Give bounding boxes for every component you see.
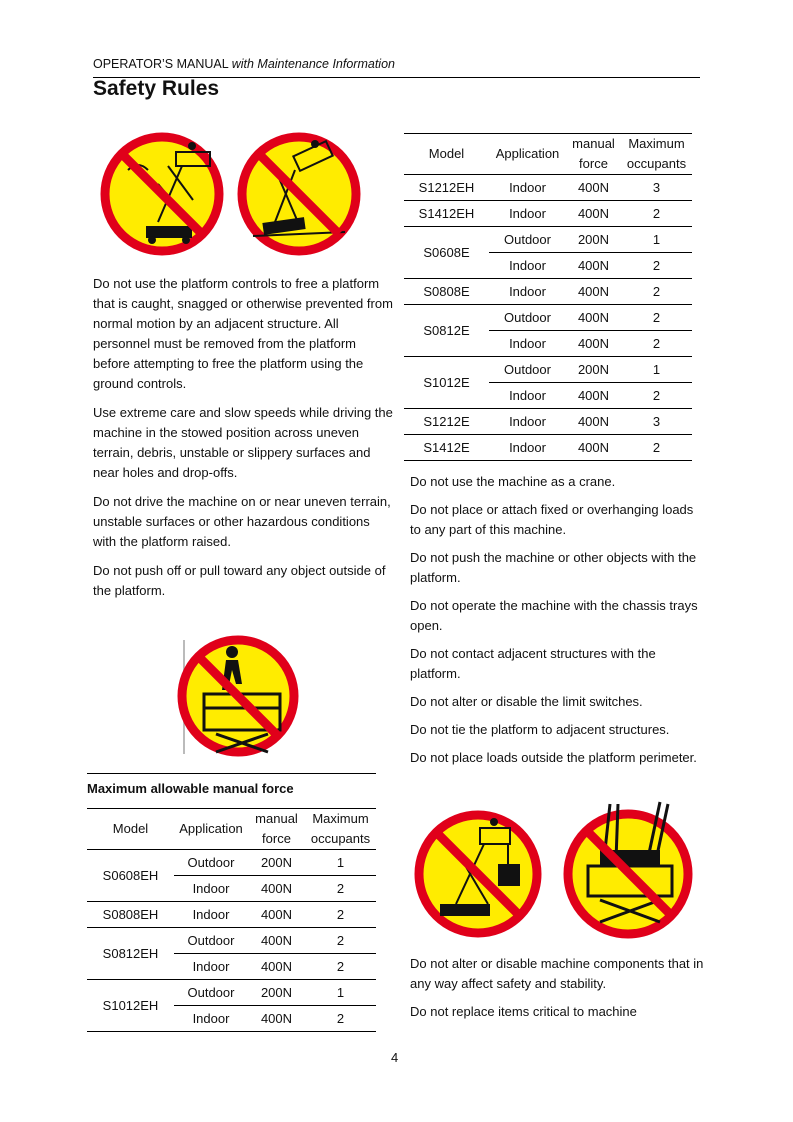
right-paragraphs <box>410 472 705 776</box>
col-header-application: Application <box>489 134 566 175</box>
cell-application: Indoor <box>174 876 248 902</box>
cell-occupants: 2 <box>621 279 692 305</box>
cell-model: S0812E <box>404 305 489 357</box>
no-snagged-platform-icon <box>98 130 226 258</box>
force-table-left <box>87 808 376 1032</box>
col-header-model: Model <box>87 809 174 850</box>
no-crane-icon <box>412 808 544 940</box>
cell-model: S1212EH <box>404 175 489 201</box>
table-row <box>404 409 692 435</box>
cell-force: 400N <box>566 201 621 227</box>
paragraph: Do not use the machine as a crane. <box>410 474 616 489</box>
cell-model: S1012E <box>404 357 489 409</box>
paragraph: Do not alter or disable machine components that in any way affect safety and stability. <box>410 956 704 991</box>
cell-occupants: 1 <box>621 357 692 383</box>
cell-occupants: 2 <box>305 954 376 980</box>
cell-application: Outdoor <box>174 928 248 954</box>
cell-force: 400N <box>566 175 621 201</box>
cell-force: 400N <box>248 902 305 928</box>
cell-force: 200N <box>566 227 621 253</box>
paragraph: Do not push off or pull toward any object outside of the platform. <box>93 563 386 598</box>
paragraph: Do not operate the machine with the chassis trays open. <box>410 598 698 633</box>
paragraph: Do not use the platform controls to free a platform that is caught, snagged or otherwise prevented from normal motion by an adjacent structure. All personnel must be removed from the platform before attempting to free the platform using the ground controls. <box>93 276 393 391</box>
cell-application: Outdoor <box>489 305 566 331</box>
col-header-occupants: Maximum occupants <box>305 809 376 850</box>
cell-occupants: 1 <box>621 227 692 253</box>
cell-occupants: 3 <box>621 175 692 201</box>
cell-occupants: 2 <box>621 201 692 227</box>
cell-model: S0608EH <box>87 850 174 902</box>
col-header-force: manual force <box>566 134 621 175</box>
table-row <box>404 201 692 227</box>
no-overloading-icon <box>560 800 696 940</box>
cell-occupants: 2 <box>621 331 692 357</box>
cell-occupants: 1 <box>305 850 376 876</box>
paragraph: Do not drive the machine on or near uneven terrain, unstable surfaces or other hazardous conditions with the platform raised. <box>93 494 391 549</box>
cell-application: Indoor <box>489 175 566 201</box>
cell-application: Indoor <box>489 279 566 305</box>
paragraph: Use extreme care and slow speeds while driving the machine in the stowed position across uneven terrain, debris, unstable or slippery surfaces and near holes and drop-offs. <box>93 405 393 480</box>
cell-occupants: 2 <box>621 253 692 279</box>
cell-occupants: 1 <box>305 980 376 1006</box>
paragraph: Do not place or attach fixed or overhanging loads to any part of this machine. <box>410 502 694 537</box>
paragraph: Do not contact adjacent structures with the platform. <box>410 646 656 681</box>
header-italic: with Maintenance Information <box>231 57 395 71</box>
paragraph: Do not push the machine or other objects with the platform. <box>410 550 697 585</box>
table-caption: Maximum allowable manual force <box>87 773 376 796</box>
col-header-occupants: Maximum occupants <box>621 134 692 175</box>
cell-model: S0808E <box>404 279 489 305</box>
cell-application: Indoor <box>489 331 566 357</box>
cell-occupants: 2 <box>621 383 692 409</box>
table-row <box>87 850 376 876</box>
cell-occupants: 2 <box>305 902 376 928</box>
cell-model: S1212E <box>404 409 489 435</box>
cell-force: 400N <box>566 279 621 305</box>
table-row <box>87 902 376 928</box>
cell-occupants: 2 <box>305 876 376 902</box>
cell-force: 400N <box>566 383 621 409</box>
cell-model: S0808EH <box>87 902 174 928</box>
cell-application: Outdoor <box>489 227 566 253</box>
cell-model: S0608E <box>404 227 489 279</box>
table-row <box>404 279 692 305</box>
cell-force: 200N <box>248 850 305 876</box>
paragraph: Do not alter or disable the limit switches. <box>410 694 643 709</box>
page-number: 4 <box>391 1050 399 1065</box>
cell-occupants: 2 <box>621 435 692 461</box>
cell-force: 400N <box>566 253 621 279</box>
col-header-application: Application <box>174 809 248 850</box>
cell-force: 400N <box>248 954 305 980</box>
paragraph: Do not place loads outside the platform perimeter. <box>410 750 697 765</box>
header-main: OPERATOR’S MANUAL <box>93 57 229 71</box>
cell-application: Indoor <box>489 435 566 461</box>
cell-force: 400N <box>566 331 621 357</box>
cell-force: 200N <box>248 980 305 1006</box>
cell-occupants: 2 <box>305 928 376 954</box>
col-header-force: manual force <box>248 809 305 850</box>
cell-application: Indoor <box>174 954 248 980</box>
cell-application: Indoor <box>174 902 248 928</box>
no-uneven-terrain-icon <box>235 130 363 258</box>
table-row <box>404 227 692 253</box>
cell-occupants: 3 <box>621 409 692 435</box>
cell-model: S1412EH <box>404 201 489 227</box>
table-row <box>404 357 692 383</box>
paragraph: Do not replace items critical to machine <box>410 1004 637 1019</box>
page-title: Safety Rules <box>93 77 220 100</box>
cell-force: 200N <box>566 357 621 383</box>
cell-force: 400N <box>248 876 305 902</box>
cell-force: 400N <box>248 928 305 954</box>
cell-force: 400N <box>566 305 621 331</box>
cell-force: 400N <box>566 409 621 435</box>
cell-application: Outdoor <box>174 980 248 1006</box>
cell-application: Indoor <box>489 383 566 409</box>
cell-application: Indoor <box>489 253 566 279</box>
cell-application: Outdoor <box>489 357 566 383</box>
right-bottom-paragraphs <box>410 954 705 1030</box>
cell-model: S1012EH <box>87 980 174 1032</box>
cell-occupants: 2 <box>621 305 692 331</box>
table-row <box>404 305 692 331</box>
no-climbing-icon <box>172 634 302 760</box>
table-row <box>404 435 692 461</box>
force-table-right <box>404 133 692 461</box>
table-row <box>87 928 376 954</box>
cell-application: Indoor <box>489 201 566 227</box>
cell-force: 400N <box>248 1006 305 1032</box>
cell-force: 400N <box>566 435 621 461</box>
cell-application: Indoor <box>489 409 566 435</box>
cell-occupants: 2 <box>305 1006 376 1032</box>
paragraph: Do not tie the platform to adjacent structures. <box>410 722 670 737</box>
table-row <box>87 980 376 1006</box>
cell-model: S0812EH <box>87 928 174 980</box>
page-header <box>93 57 700 78</box>
cell-application: Indoor <box>174 1006 248 1032</box>
col-header-model: Model <box>404 134 489 175</box>
left-paragraphs <box>93 274 393 610</box>
cell-model: S1412E <box>404 435 489 461</box>
cell-application: Outdoor <box>174 850 248 876</box>
table-row <box>404 175 692 201</box>
